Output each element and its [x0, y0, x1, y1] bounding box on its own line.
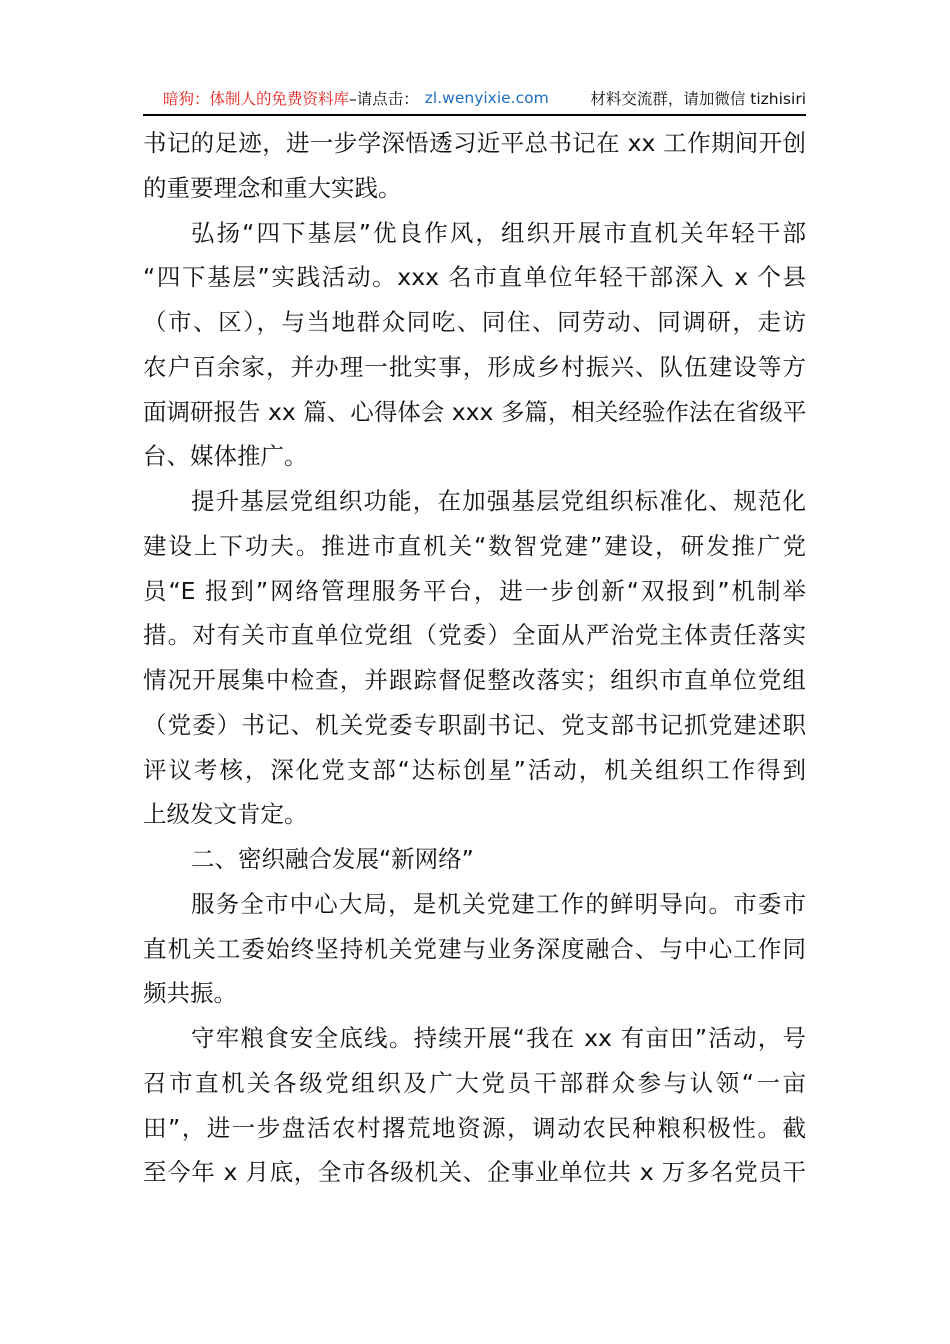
- text-line: 评议考核，深化党支部“达标创星”活动，机关组织工作得到: [143, 755, 806, 784]
- text-line: 员“E 报到”网络管理服务平台，进一步创新“双报到”机制举: [143, 576, 806, 605]
- text-line: 田”，进一步盘活农村撂荒地资源，调动农民种粮积极性。截: [143, 1113, 806, 1142]
- document-body: [143, 121, 806, 1195]
- text-line: （市、区），与当地群众同吃、同住、同劳动、同调研，走访: [143, 308, 806, 336]
- site-name: 暗狗：体制人的免费资料库: [163, 90, 350, 108]
- page-header: [143, 86, 806, 110]
- text-line: 直机关工委始终坚持机关党建与业务深度融合、与中心工作同: [143, 934, 806, 963]
- text-line: “四下基层”实践活动。xxx 名市直单位年轻干部深入 x 个县: [143, 263, 806, 292]
- text-line: 召市直机关各级党组织及广大党员干部群众参与认领“一亩: [143, 1068, 806, 1097]
- text-line: 台、媒体推广。: [143, 442, 308, 471]
- text-line: 书记的足迹，进一步学深悟透习近平总书记在 xx 工作期间开创: [143, 129, 806, 157]
- text-line: 弘扬“四下基层”优良作风，组织开展市直机关年轻干部: [191, 218, 806, 247]
- text-line: 上级发文肯定。: [143, 800, 308, 829]
- click-prompt: –请点击：: [349, 90, 419, 108]
- text-line: （党委）书记、机关党委专职副书记、党支部书记抓党建述职: [143, 710, 806, 739]
- text-line: 措。对有关市直单位党组（党委）全面从严治党主体责任落实: [143, 621, 806, 650]
- text-line: 提升基层党组织功能，在加强基层党组织标准化、规范化: [191, 487, 806, 515]
- text-line: 的重要理念和重大实践。: [143, 173, 402, 202]
- text-line: 面调研报告 xx 篇、心得体会 xxx 多篇，相关经验作法在省级平: [143, 397, 807, 426]
- text-line: 二、密织融合发展“新网络”: [191, 845, 474, 873]
- text-line: 至今年 x 月底，全市各级机关、企事业单位共 x 万多名党员干: [143, 1158, 806, 1187]
- text-line: 建设上下功夫。推进市直机关“数智党建”建设，研发推广党: [143, 531, 806, 560]
- text-line: 频共振。: [143, 979, 237, 1008]
- header-divider: [143, 114, 806, 116]
- contact-info: 材料交流群，请加微信 tizhisiri: [590, 90, 806, 108]
- text-line: 守牢粮食安全底线。持续开展“我在 xx 有亩田”活动，号: [191, 1024, 806, 1052]
- text-line: 农户百余家，并办理一批实事，形成乡村振兴、队伍建设等方: [143, 352, 806, 381]
- site-link[interactable]: zl.wenyixie.com: [424, 89, 549, 107]
- text-line: 情况开展集中检查，并跟踪督促整改落实；组织市直单位党组: [143, 666, 806, 694]
- text-line: 服务全市中心大局，是机关党建工作的鲜明导向。市委市: [191, 889, 806, 918]
